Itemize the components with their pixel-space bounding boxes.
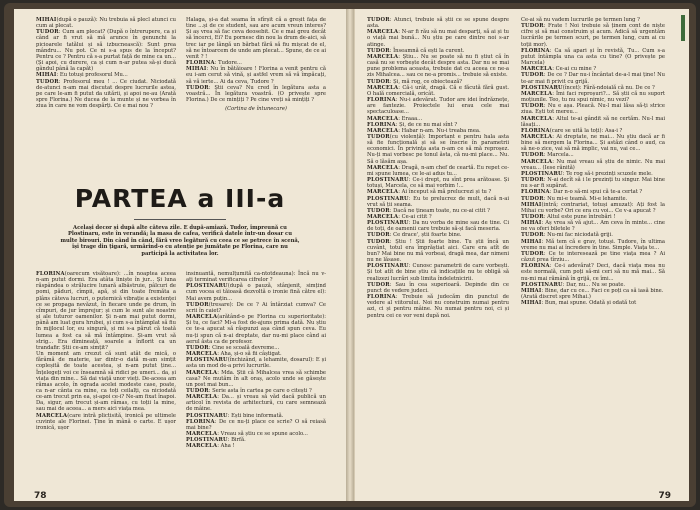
- speaker-name: TUDOR: [367, 78, 390, 85]
- speaker-name: PLOSTINARU: [367, 220, 409, 227]
- speaker-name: MARCELA: [521, 115, 553, 122]
- dialogue-text: (arătând-o pe Florina cu superioritate): Și tu, ce faci? Mi-a fost de-ajuns prima dată. Nu știu ce te-a apucat să răspunzi așa când spun ceva. Eu nu-ți spun că n-ai dreptate, dar nu-mi place când ai aerul ăsta ca de profesor.: [186, 314, 326, 345]
- dialogue-line: [36, 17, 176, 29]
- dialogue-line: [186, 357, 326, 369]
- dialogue-text: : Bine, dar cu ce... Faci ce poți ca să iasă bine.: [541, 287, 664, 294]
- left-top-column-2: [186, 17, 326, 112]
- dialogue-line: [186, 302, 326, 314]
- dialogue-text: (după o pauză): Nu trebuia să plecl atunci cu cum ai plecat.: [36, 17, 176, 30]
- dialogue-text: : Nu-i adevărat. Tudor are idei îndrăznețe, are fantezie. Proiectele lui erau cele mai spectaculoase...: [367, 97, 509, 116]
- dialogue-text: : Trebuie să judecăm din punctul de vedere al viitorului. Noi nu construim numai pentru azi, ci și pentru mâine. Nu numai pentru noi, ci și pentru cei ce vor veni după noi.: [367, 294, 509, 319]
- dialogue-text: (închizând, a lehamite, dosarul): E și asta un mod de-a privi lucrurile.: [186, 357, 326, 370]
- speaker-name: MARCELA: [186, 443, 218, 450]
- title-divider: [134, 219, 226, 220]
- dialogue-text: : Altul este pune întrebări !: [543, 214, 616, 220]
- speaker-name: MARCELA: [367, 115, 399, 122]
- dialogue-text: (care intră plictisită, ironică pe ultimele cuvinte ale Florinei. Ține în mână o carte. E ușor ironică, ușor: [36, 412, 176, 431]
- book-gutter: [346, 9, 354, 501]
- dialogue-text: : Aha !: [217, 443, 235, 450]
- speaker-name: TUDOR: [521, 152, 544, 159]
- speaker-name: TUDOR: [521, 23, 544, 30]
- dialogue-text: : Dragă, n-am chef de ceartă. Eu repet ce-mi spune lumea, ce le-ai adus tu...: [367, 164, 509, 177]
- page-number-left: 78: [34, 491, 47, 501]
- dialogue-line: [367, 17, 509, 29]
- dialogue-text: : Nu e așa. Pleacă. Nu-l mai lăsa să-ți strice ziua. Ești tot mereu...: [521, 103, 665, 116]
- dialogue-text: : Mda. Știi că Mihalcea vrea să schimbe casa? Ne mutăm în alt oraș, acolo unde se găsește un post mai bun...: [186, 369, 326, 388]
- curtain-note: (Cortina de întunecare): [225, 106, 287, 113]
- speaker-name: PLOSTINARU: [367, 195, 409, 202]
- dialogue-line: [521, 72, 665, 84]
- speaker-name: TUDOR: [367, 17, 390, 23]
- speaker-name: FLORINA: [521, 189, 550, 196]
- dialogue-line: [186, 17, 326, 60]
- dialogue-line: [367, 165, 509, 177]
- dialogue-line: [367, 177, 509, 189]
- dialogue-text: : Nu-mi fac niciodată griji.: [543, 232, 613, 239]
- dialogue-line: [186, 283, 326, 301]
- dialogue-text: : Nu mai vreau să știu de nimic. Nu mai vreau... (Iese rănită): [521, 158, 665, 171]
- speaker-name: TUDOR: [367, 47, 390, 54]
- dialogue-text: : Bun, mai spune. Odată și odată tot: [541, 300, 637, 307]
- speaker-name: TUDOR: [186, 301, 209, 308]
- speaker-name: TUDOR: [521, 195, 544, 202]
- dialogue-text: : Serie asta în cartea pe care o citești ?: [208, 387, 312, 394]
- dialogue-text: Un moment am crezut că sunt atât de mică, o fărâmă de materie, iar dintr-o dată m-am simțit copleșită de toate acestea, și n-am putut ține... Înțelegeți voi ce înseamnă să ridici pe umeri... da, și viața din mine... Să dai viață unor vieți. De-aceea am rămas acolo, în ograda acelei modeste case, poate, ca n-ar cânta ca mine, ca toți ceilalți, ca niciodată ce-am trecut prin ea, și-apoi ce-i? Ne-am fixat înapoi. Da, sigur, am trecut și-am rămas, cu toții la mine, sau mai de aceea... a mers aici viața mea.: [36, 351, 176, 413]
- speaker-name: FLORINA: [367, 121, 396, 128]
- speaker-name: PLOSTINARU: [367, 263, 409, 270]
- dialogue-text: (tresare): De ce ? Ai întârziat cumva? Ce scrii în caiet?: [186, 301, 326, 314]
- dialogue-text: : Ce-ai citit ?: [398, 214, 432, 220]
- stage-directions: Același decor și după alte câteva zile. E după-amiază. Tudor, împreună cu Plostinaru, este în verandă; la masa de cafea, verifică datele într-un dosar cu multe birouri. Din când în când, fără vreo legătură cu ceea ce se petrece în scenă, își trage din țigară, urmărind-o cu atenție pe jumătate pe Florina, care nu participă la activitatea lor.: [60, 225, 300, 257]
- left-page: [14, 9, 347, 501]
- dialogue-line: [186, 370, 326, 388]
- dialogue-line: [186, 271, 326, 283]
- dialogue-line: [367, 54, 509, 79]
- open-book: [4, 3, 696, 507]
- dialogue-text: : Altul te-ai gândit să ne certăm. Nu-l mai lăsați...: [521, 115, 665, 128]
- speaker-name: MARCELA: [367, 84, 399, 91]
- dialogue-text: : Da nu vorba de mine sau de tine. Ci de toți, de oamenii care trebuie să-și facă meseria.: [367, 220, 509, 233]
- dialogue-text: : Dar n-o să-mi spui că te-a certat ?: [549, 189, 643, 196]
- dialogue-text: (care se uită la toți): Asa-i ?: [549, 127, 623, 134]
- speaker-name: MARCELA: [186, 394, 218, 401]
- speaker-name: MARCELA: [521, 90, 553, 97]
- dialogue-text: : Ce-i drept, nu sînt prea arătoase. Și totuși, Marcela, ce să mai vorbim !...: [367, 177, 509, 190]
- dialogue-line: [36, 271, 176, 351]
- speaker-name: PLOSTINARU: [521, 281, 563, 288]
- speaker-name: MARCELA: [367, 53, 399, 60]
- dialogue-text: : Te rog să-i prezinți scuzele mele.: [562, 170, 653, 177]
- speaker-name: TUDOR: [367, 133, 390, 140]
- dialogue-text: : Da... și vreau să văd dacă publică un articol în revista de arhitectură, cu care semnează de mâine.: [186, 394, 326, 413]
- dialogue-text: : Birfă.: [227, 437, 246, 444]
- dialogue-line: [367, 294, 509, 319]
- speaker-name: MIHAI: [521, 220, 542, 227]
- dialogue-line: [367, 196, 509, 208]
- dialogue-text: : Știi ceva? Nu cred în legătura asta a voastră... În legătura voastră. (O privește spre Florina.) De ce mințiți ? Pe cine vreți să mințiți ?: [186, 84, 326, 104]
- dialogue-text: : Că-i urât, dragă. Că e făcută fără gust. O hală comercială, oricât.: [367, 84, 509, 97]
- dialogue-text: Ce-ai să nu vadem lucrurile pe termen lung ?: [521, 17, 640, 23]
- speaker-name: TUDOR: [186, 344, 209, 351]
- left-top-column-1: [36, 17, 176, 109]
- dialogue-text: (Arată discret spre Mihai.): [521, 294, 591, 301]
- right-page: [354, 9, 689, 501]
- speaker-name: TUDOR: [521, 103, 544, 110]
- dialogue-text: (încet): Fără-ndoială că nu. De ce ?: [562, 84, 655, 91]
- dialogue-line: [367, 263, 509, 281]
- speaker-name: TUDOR: [186, 84, 209, 91]
- speaker-name: PLOSTINARU: [186, 357, 228, 364]
- dialogue-line: [521, 23, 665, 48]
- speaker-name: MARCELA: [186, 314, 218, 321]
- speaker-name: FLORINA: [367, 294, 396, 301]
- speaker-name: MARCELA: [367, 29, 399, 36]
- dialogue-text: : Înseamnă că ești la curent.: [389, 47, 465, 54]
- dialogue-line: [186, 419, 326, 431]
- dialogue-text: : Cum am plecat? (După o întrerupere, ca și când ar fi vrut să mă arunce în genunchi la picioarele tatălui și să izbucnească): Sunt prea mândru... Nu pot. Ce ni s-a spus de la început? Pentru ce ? Pentru că s-a purtat față de mine ca un... (Și apoi, cu durere, ca și cum n-ar putea să-și ducă gândul până la capăt): [36, 29, 176, 73]
- speaker-name: TUDOR: [367, 207, 390, 214]
- dialogue-text: : Marcela...: [543, 152, 574, 159]
- left-bottom-column-1: [36, 271, 176, 431]
- dialogue-line: [36, 79, 176, 110]
- dialogue-text: : Nu mi-e teamă. Mi-e lehamite.: [543, 195, 628, 202]
- dialogue-line: [521, 263, 665, 281]
- dialogue-line: [521, 159, 665, 171]
- dialogue-text: : Atunci, trebuie să știi ce se spune despre asta.: [367, 17, 509, 30]
- page-number-right: 79: [658, 491, 671, 501]
- dialogue-text: : Ești bine informată.: [227, 412, 284, 419]
- dialogue-text: : Habar n-am. Nu-i treaba mea.: [398, 127, 481, 134]
- speaker-name: PLOSTINARU: [186, 437, 228, 444]
- dialogue-text: : Eraaa...: [398, 115, 423, 122]
- dialogue-line: [36, 29, 176, 72]
- dialogue-text: Halaga, și-a dat seama în sfîrșit că a greșit fața de tine ...și de ce student, sau are acum vreun interes? Și aș vrea să fac ceva deosebit. Ce e mai greu decât să încerci, Ei? Eu pornesc din nou la drum de-aici, să trec iar pe lângă un bărbat fără să fiu mișcat de el, să ne întoarcem de unde am plecat... Spune, de ce ai venit ? !: [186, 17, 326, 60]
- speaker-name: PLOSTINARU: [367, 177, 409, 184]
- speaker-name: FLORINA: [186, 418, 215, 425]
- dialogue-text: (cu violență): Important e pentru hala asta să fie funcțională și să se înscrie în parametrii economici. În privința asta n-am ce să mă reproșez. Nu-ți mai vorbesc pe tonul ăsta, că nu-mi place... Nu. Să o lăsăm așa.: [367, 133, 509, 165]
- dialogue-text: : Cunosc parametrii de care vorbești. Și tot atît de bine știu că indicațiile nu te obligă să realizezi lucrări sub limita îndeletnicirii.: [367, 263, 509, 282]
- dialogue-text: : Ca să apari și în revistă, Tu... Cum s-a putut întâmpla una ca asta cu tine? (O privește pe Marcela): [521, 47, 665, 67]
- dialogue-line: [521, 103, 665, 115]
- speaker-name: MARCELA: [367, 164, 399, 171]
- speaker-name: MARCELA: [367, 189, 399, 196]
- speaker-name: MIHAI: [521, 238, 542, 245]
- speaker-name: MARCELA: [521, 133, 553, 140]
- dialogue-line: [186, 394, 326, 412]
- dialogue-text: : Ce-i adevărat? Deci, dacă viața mea nu este normală, cum poți să-mi ceri să nu mă mai... Să nu-mi mai rămână în grijă, ce îmi...: [521, 263, 665, 282]
- speaker-name: MARCELA: [36, 412, 68, 419]
- dialogue-line: [367, 220, 509, 232]
- speaker-name: MARCELA: [521, 66, 553, 73]
- dialogue-line: [186, 66, 326, 84]
- speaker-name: TUDOR: [367, 232, 390, 239]
- dialogue-line: [367, 97, 509, 115]
- dialogue-line: [367, 239, 509, 264]
- dialogue-text: : Îmi faci reproșuri?... Să știi că nu suport moțiunile. Teo, tu nu spui nimic, nu vezi?: [521, 90, 665, 104]
- speaker-name: TUDOR: [367, 238, 390, 245]
- speaker-name: FLORINA: [521, 47, 550, 54]
- dialogue-text: (oarecum visătoare): ...în noaptea aceea n-am putut dormi. Era atâta liniște în jur... Și luna răspândea o strălucire lunară albăstruie, pâlcuri de pomi, păduri, cîmpii, apă, și din toate fremăta a plâns câteva lucruri, o puternică vibrație a existenței ce se propaga nevăzut, în fiecare unde pe drum, în cîmpuri, de jur împrejur; și cum le sunt ale noastre și ale tuturor oamenilor. Și n-am mai putut dormi, până am luat gura hrubei, și cum s-a întâmplat să fiu în mijlocul lor, eu singură, și mi s-a părut că toată lumea a fost ca să mă întâmpine. Și-am vrut să strig... Era dimineață, soarele a înflorit ca un trandafir. Știi ce-am simțit?: [36, 271, 176, 351]
- dialogue-text: : Aha, și-o să fii câștigat.: [217, 351, 282, 358]
- dialogue-line: [521, 239, 665, 251]
- act-title: PARTEA a III-a: [74, 184, 286, 213]
- speaker-name: MARCELA: [186, 351, 218, 358]
- dialogue-line: [521, 251, 665, 263]
- speaker-name: PLOSTINARU: [186, 412, 228, 419]
- dialogue-text: : Ai început să mă prelucrezi și tu ?: [398, 189, 492, 196]
- speaker-name: TUDOR: [186, 387, 209, 394]
- left-bottom-column-2: [186, 271, 326, 450]
- speaker-name: PLOSTINARU: [186, 283, 228, 290]
- speaker-name: MARCELA: [521, 158, 553, 165]
- speaker-name: MIHAI: [521, 300, 542, 307]
- dialogue-line: [367, 134, 509, 165]
- dialogue-text: : N-ar fi rău să nu mai desparți, să ai și tu o viață mai bună... Nu știu pe care dintre noi s-ar atinge.: [367, 29, 509, 48]
- dialogue-text: : Sau în cea superioară. Depinde din ce punct de vedere judeci.: [367, 281, 509, 294]
- dialogue-text: : Știu ! Știi foarte bine. Tu știi încă un cuvânt, totul era împrăștiat aici. Care era atît de bun? Mai bine nu mă vorbeai, dragă mea, dar nimeni nu ne lăsase.: [367, 238, 509, 264]
- dialogue-text: : Ce te interesează pe tine viața mea ? Ai căzut prea tîrziu...: [521, 250, 665, 264]
- dialogue-text: : Tudore...: [214, 60, 242, 67]
- speaker-name: TUDOR: [36, 78, 59, 85]
- speaker-name: TUDOR: [521, 214, 544, 220]
- dialogue-line: [521, 300, 665, 306]
- speaker-name: FLORINA: [36, 271, 65, 277]
- dialogue-text: : Vreau să știu ce se spune acolo...: [217, 431, 308, 438]
- speaker-name: FLORINA: [186, 60, 215, 67]
- speaker-name: MARCELA: [186, 431, 218, 438]
- speaker-name: TUDOR: [521, 72, 544, 79]
- speaker-name: FLORINA: [521, 127, 550, 134]
- dialogue-line: [186, 443, 326, 449]
- dialogue-text: : Dar, nu... Nu se poate.: [562, 281, 626, 288]
- dialogue-line: [521, 48, 665, 66]
- dialogue-text: : De ce nu-ți place ce scrie? O să reiasă mai bine?: [186, 418, 326, 431]
- dialogue-text: : Și, de ce nu mai sînt ?: [395, 121, 458, 128]
- speaker-name: PLOSTINARU: [521, 170, 563, 177]
- speaker-name: TUDOR: [521, 250, 544, 257]
- dialogue-line: [367, 282, 509, 294]
- right-column-1: [367, 17, 509, 319]
- dialogue-text: : Profesorul meu ! ... Ce ciudat. Niciodată de-atunci n-am mai discutat despre lucrurile astea, pe care le-am fi putut da uitării, și apoi ne-au (Arată spre Florina.) Ne ducea de la munte și ne vorbea în ziua în care ne vom despărți. Ce e mai nou ?: [36, 78, 176, 110]
- dialogue-line: [521, 202, 665, 214]
- dialogue-line: [36, 413, 176, 431]
- dialogue-text: : Mă tem că e grav, totuși. Tudore, în ultima vreme nu mai ai încredere în tine. Simple. Viața te...: [521, 238, 665, 251]
- dialogue-text: : Ce drace', știi foarte bine.: [389, 232, 462, 239]
- dialogue-text: : Eu totuși profesorul Mu...: [56, 72, 128, 79]
- right-column-2: [521, 17, 665, 306]
- speaker-name: PLOSTINARU: [521, 84, 563, 91]
- speaker-name: TUDOR: [36, 29, 59, 36]
- speaker-name: TUDOR: [367, 281, 390, 288]
- dialogue-line: [186, 85, 326, 103]
- dialogue-text: (intră; contrariat, totuși amuzat): Ați fost la Mihai cu vorbe? Ori ce era cu voi... Ce v-a apucat ?: [521, 201, 665, 214]
- dialogue-text: : Și, mă rog, ce obiectează?: [389, 78, 463, 85]
- dialogue-text: insinuantă, nemulțumită ca-ntotdeauna): Încă nu v-ați terminat verificarea cifrelor ?: [186, 271, 326, 284]
- dialogue-line: [36, 351, 176, 413]
- dialogue-line: [367, 29, 509, 47]
- speaker-name: FLORINA: [521, 263, 550, 270]
- speaker-name: TUDOR: [521, 232, 544, 239]
- speaker-name: MIHAI: [36, 72, 57, 79]
- dialogue-text: : Frate ! Noi trebuie să ținem cont de niște cifre și să mai construim și acum. Adică să urgentăm lucrările pe termen scurt, pe termen lung, cum ai cu toții mor).: [521, 23, 665, 48]
- speaker-name: TUDOR: [521, 177, 544, 184]
- dialogue-text: : Cine se scoală devreme...: [208, 344, 280, 351]
- dialogue-text: : Știu... Nu se poate să nu fi știut că în casă nu se vorbește decât despre asta. Dar nu se mai pune problema aceasta, trebuie dat cu aceea ce ne-a zis Mihalcea... sau ce ne-a promis... trebuie să existe.: [367, 53, 509, 79]
- dialogue-text: : Ai dreptate, ne mai... Nu știu dacă ar fi bine să mergem la Florina... Și astăzi când o aud, ca să ne-o zice, vai să mă implic, vai nu, vai ce...: [521, 133, 665, 153]
- speaker-name: MARCELA: [367, 127, 399, 134]
- bookmark-ribbon: [681, 15, 685, 41]
- speaker-name: MIHAI: [521, 201, 542, 208]
- speaker-name: MIHAI: [521, 287, 542, 294]
- speaker-name: MIHAI: [36, 17, 57, 23]
- dialogue-text: : N-ai decît să i le prezinți tu singur. Mai bine nu s-ar fi supărat.: [521, 177, 665, 190]
- dialogue-text: : De ce ? Dar nu-i încântat de-a-l mai ține! Nu te-ar mai fi privit cu grijă.: [521, 72, 665, 85]
- speaker-name: MARCELA: [367, 214, 399, 220]
- dialogue-text: : Ce-ai cu mine ?: [552, 66, 597, 73]
- dialogue-line: [521, 116, 665, 128]
- dialogue-text: : Nu în bătăioare ! Florina a venit pentru că eu i-am cerut să vină, și astfel vrem să vă împăcați, să vă ierte... Ai da ceva, Tudore ?: [186, 66, 326, 85]
- dialogue-text: (după o pauză, stânjenit, simțind cum vocea ei tăioasă dezvoltă o ironie fină către el): Mai avem puțin...: [186, 283, 326, 302]
- speaker-name: MARCELA: [186, 369, 218, 376]
- dialogue-line: [186, 314, 326, 345]
- dialogue-text: : Dacă ne țineam toate, nu ce-ai citit ?: [389, 207, 490, 214]
- dialogue-text: : Eu te prelucrez de mult, dacă n-ai vrut să ții seama.: [367, 195, 509, 208]
- dialogue-line: [521, 220, 665, 232]
- dialogue-line: [521, 177, 665, 189]
- dialogue-line: [367, 85, 509, 97]
- speaker-name: FLORINA: [367, 97, 396, 104]
- dialogue-line: [521, 134, 665, 152]
- dialogue-line: [521, 91, 665, 103]
- dialogue-text: : Aș vrea să vă ajut... Am ceva în minte... cine ne va oferi biletele ?: [521, 220, 665, 233]
- speaker-name: MIHAI: [186, 66, 207, 73]
